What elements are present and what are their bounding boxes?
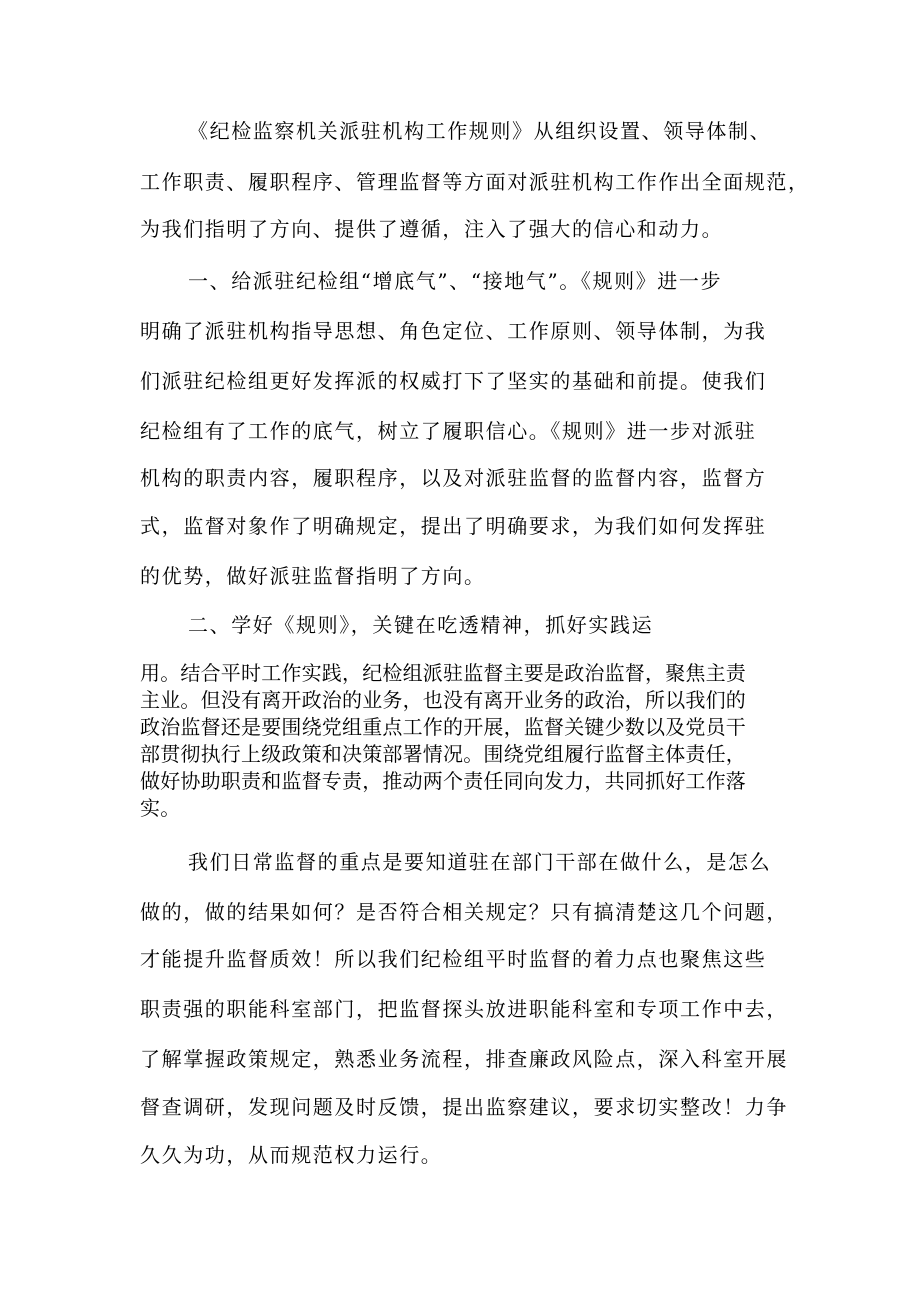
text-line: 一、给派驻纪检组“增底气”、“接地气”。《规则》进一步 <box>188 269 723 293</box>
text-line: 职责强的职能科室部门，把监督探头放进职能科室和专项工作中去， <box>140 997 788 1021</box>
text-line: 式，监督对象作了明确规定，提出了明确要求，为我们如何发挥驻 <box>140 514 767 538</box>
text-line: 久久为功，从而规范权力运行。 <box>140 1143 443 1167</box>
text-line: 为我们指明了方向、提供了遵循，注入了强大的信心和动力。 <box>140 217 724 241</box>
text-line: 部贯彻执行上级政策和决策部署情况。围绕党组履行监督主体责任， <box>140 742 746 766</box>
text-line: 纪检组有了工作的底气，树立了履职信心。《规则》进一步对派驻 <box>140 419 757 443</box>
text-line: 我们日常监督的重点是要知道驻在部门干部在做什么，是怎么 <box>188 850 772 874</box>
text-line: 明确了派驻机构指导思想、角色定位、工作原则、领导体制，为我 <box>140 319 767 343</box>
text-line: 机构的职责内容，履职程序，以及对派驻监督的监督内容，监督方 <box>140 466 767 490</box>
text-line: 了解掌握政策规定，熟悉业务流程，排查廉政风险点，深入科室开展 <box>140 1047 788 1071</box>
text-line: 督查调研，发现问题及时反馈，提出监察建议，要求切实整改！力争 <box>140 1095 788 1119</box>
text-line: 实。 <box>140 796 181 820</box>
text-line: 做好协助职责和监督专责，推动两个责任同向发力，共同抓好工作落 <box>140 769 746 793</box>
text-line: 工作职责、履职程序、管理监督等方面对派驻机构工作作出全面规范， <box>140 170 810 194</box>
text-line: 用。结合平时工作实践，纪检组派驻监督主要是政治监督，聚焦主责 <box>140 661 746 685</box>
text-line: 才能提升监督质效！所以我们纪检组平时监督的着力点也聚焦这些 <box>140 947 767 971</box>
text-line: 主业。但没有离开政治的业务，也没有离开业务的政治，所以我们的 <box>140 688 746 712</box>
text-line: 们派驻纪检组更好发挥派的权威打下了坚实的基础和前提。使我们 <box>140 369 767 393</box>
text-line: 二、学好《规则》，关键在吃透精神，抓好实践运 <box>188 613 654 637</box>
text-line: 的优势，做好派驻监督指明了方向。 <box>140 564 486 588</box>
text-line: 做的，做的结果如何？是否符合相关规定？只有搞清楚这几个问题， <box>140 900 788 924</box>
text-line: 《纪检监察机关派驻机构工作规则》从组织设置、领导体制、 <box>188 119 772 143</box>
text-line: 政治监督还是要围绕党组重点工作的开展，监督关键少数以及党员干 <box>140 715 746 739</box>
